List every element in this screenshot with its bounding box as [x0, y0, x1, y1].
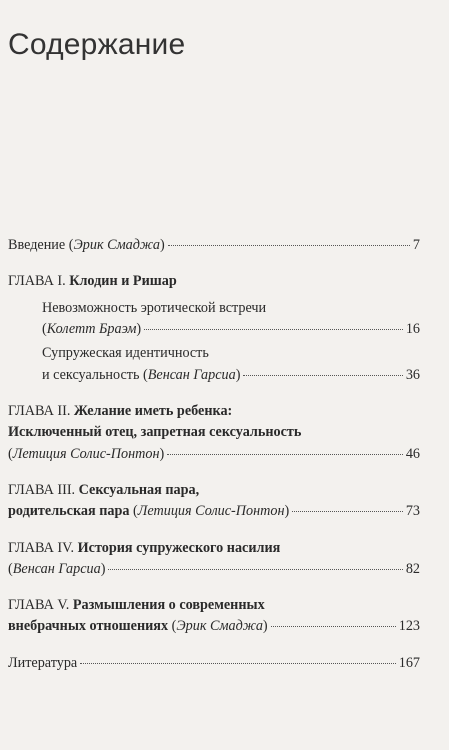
author: Венсан Гарсиа — [12, 561, 101, 577]
toc-chapter-1-heading[interactable]: ГЛАВА I. Клодин и Ришар — [8, 273, 177, 289]
page-number: 36 — [405, 367, 420, 383]
author: Эрик Смаджа — [73, 237, 161, 253]
toc-entry-literature[interactable] — [8, 655, 420, 672]
toc-chapter-2-entry[interactable]: (Летиция Солис-Понтон) 46 — [8, 446, 420, 462]
author: Колетт Браэм — [46, 321, 137, 337]
dot-leader — [168, 245, 410, 246]
author: Венсан Гарсиа — [147, 367, 236, 383]
chapter-title: Клодин и Ришар — [69, 273, 177, 289]
author: Летиция Солис-Понтон — [137, 503, 285, 519]
author: Летиция Солис-Понтон — [12, 446, 160, 462]
toc-section-2-entry[interactable]: и сексуальность (Венсан Гарсиа) 36 — [42, 367, 420, 383]
toc-chapter-2-heading-cont: Исключенный отец, запретная сексуальность — [8, 424, 302, 440]
toc-section-2-title: Супружеская идентичность — [42, 345, 209, 361]
chapter-title: Размышления о современных — [72, 597, 265, 613]
dot-leader — [271, 626, 396, 627]
toc-chapter-4-heading[interactable]: ГЛАВА IV. История супружеского насилия — [8, 540, 281, 556]
dot-leader — [292, 511, 403, 512]
toc-section-1-entry[interactable]: (Колетт Браэм) 16 — [42, 321, 420, 337]
page-number: 16 — [405, 321, 420, 337]
page-number: 7 — [412, 237, 420, 253]
dot-leader — [144, 329, 403, 330]
toc-section-1-title: Невозможность эротической встречи — [42, 300, 267, 316]
author: Эрик Смаджа — [176, 618, 263, 634]
toc-chapter-5-entry[interactable]: внебрачных отношениях (Эрик Смаджа) 123 — [8, 618, 420, 634]
chapter-title: Сексуальная пара, — [78, 482, 200, 498]
page-number: 167 — [398, 655, 420, 671]
toc-chapter-3-entry[interactable]: родительская пара (Летиция Солис-Понтон) 73 — [8, 503, 420, 519]
toc-chapter-5-heading[interactable]: ГЛАВА V. Размышления о современных — [8, 597, 265, 613]
page-number: 123 — [398, 618, 420, 634]
page-number: 73 — [405, 503, 420, 519]
dot-leader — [243, 375, 402, 376]
toc-chapter-2-heading[interactable]: ГЛАВА II. Желание иметь ребенка: — [8, 403, 233, 419]
page-title: Содержание — [8, 28, 186, 61]
chapter-title: История супружеского насилия — [77, 540, 281, 556]
dot-leader — [80, 663, 395, 664]
toc-entry-introduction[interactable] — [8, 237, 420, 254]
toc-chapter-3-heading[interactable]: ГЛАВА III. Сексуальная пара, — [8, 482, 200, 498]
chapter-title: Желание иметь ребенка: — [73, 403, 233, 419]
entry-text: Введение (Эрик Смаджа) — [8, 237, 165, 253]
entry-text: Литература — [8, 655, 78, 671]
toc-chapter-4-entry[interactable]: (Венсан Гарсиа) 82 — [8, 561, 420, 577]
dot-leader — [108, 569, 402, 570]
page-number: 82 — [405, 561, 420, 577]
dot-leader — [167, 454, 403, 455]
page-number: 46 — [405, 446, 420, 462]
